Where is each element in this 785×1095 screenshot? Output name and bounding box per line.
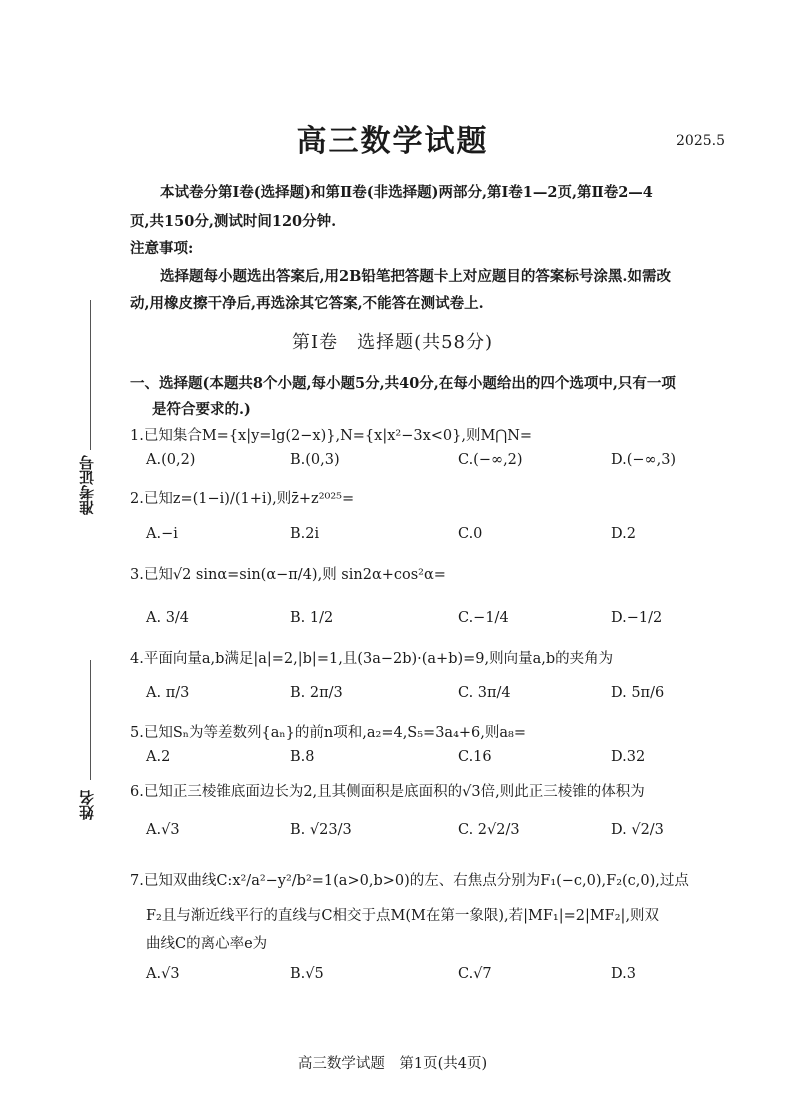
question-3-option-d: D.−1/2 [611, 610, 663, 626]
question-7-option-c: C.√7 [458, 966, 492, 982]
question-7-stem-line-3: 曲线C的离心率e为 [146, 936, 268, 952]
question-6-option-d: D. √2/3 [611, 822, 664, 838]
question-7-stem: 7.已知双曲线C:x²/a²−y²/b²=1(a>0,b>0)的左、右焦点分别为F₁(−c,0),F₂(c,0),过点 [130, 873, 689, 889]
question-2-option-d: D.2 [611, 526, 636, 542]
page-footer: 高三数学试题 第1页(共4页) [297, 1056, 488, 1072]
question-5-option-b: B.8 [290, 749, 315, 765]
question-1-option-d: D.(−∞,3) [611, 452, 677, 468]
question-6-option-c: C. 2√2/3 [458, 822, 520, 838]
part-one-line-2: 是符合要求的.) [152, 401, 251, 418]
question-2-stem: 2.已知z=(1−i)/(1+i),则z̄+z²⁰²⁵= [130, 491, 355, 507]
question-1-stem: 1.已知集合M={x|y=lg(2−x)},N={x|x²−3x<0},则M⋂N= [130, 428, 533, 444]
question-2-option-b: B.2i [290, 526, 320, 542]
question-4-option-b: B. 2π/3 [290, 685, 343, 701]
notice-line-2: 动,用橡皮擦干净后,再选涂其它答案,不能答在测试卷上. [130, 295, 484, 312]
question-6-option-b: B. √23/3 [290, 822, 352, 838]
question-5-stem: 5.已知Sₙ为等差数列{aₙ}的前n项和,a₂=4,S₅=3a₄+6,则a₈= [130, 725, 526, 741]
question-4-stem: 4.平面向量a,b满足|a|=2,|b|=1,且(3a−2b)·(a+b)=9,则向量a,b的夹角为 [130, 651, 614, 667]
name-label: 姓名 [78, 790, 96, 820]
question-7-option-b: B.√5 [290, 966, 324, 982]
question-5-option-c: C.16 [458, 749, 492, 765]
question-1-option-a: A.(0,2) [146, 452, 196, 468]
question-1-option-b: B.(0,3) [290, 452, 340, 468]
question-6-option-a: A.√3 [146, 822, 180, 838]
question-4-option-c: C. 3π/4 [458, 685, 511, 701]
question-3-stem: 3.已知√2 sinα=sin(α−π/4),则 sin2α+cos²α= [130, 567, 446, 583]
question-3-option-a: A. 3/4 [146, 610, 190, 626]
notice-line-1: 选择题每小题选出答案后,用2B铅笔把答题卡上对应题目的答案标号涂黑.如需改 [160, 268, 671, 285]
question-2-option-a: A.−i [146, 526, 178, 542]
sidebar-divider-top [90, 300, 91, 450]
exam-date: 2025.5 [676, 133, 725, 149]
question-5-option-d: D.32 [611, 749, 646, 765]
question-7-option-a: A.√3 [146, 966, 180, 982]
question-7-option-d: D.3 [611, 966, 636, 982]
question-6-stem: 6.已知正三棱锥底面边长为2,且其侧面积是底面积的√3倍,则此正三棱锥的体积为 [130, 784, 645, 800]
question-7-stem-line-2: F₂且与渐近线平行的直线与C相交于点M(M在第一象限),若|MF₁|=2|MF₂|,则双 [146, 908, 660, 924]
intro-line-2: 页,共150分,测试时间120分钟. [130, 213, 337, 230]
question-4-option-d: D. 5π/6 [611, 685, 665, 701]
question-3-option-b: B. 1/2 [290, 610, 334, 626]
question-4-option-a: A. π/3 [146, 685, 190, 701]
question-3-option-c: C.−1/4 [458, 610, 509, 626]
part-one-line-1: 一、选择题(本题共8个小题,每小题5分,共40分,在每小题给出的四个选项中,只有一项 [130, 375, 676, 392]
exam-id-line [90, 660, 91, 780]
section-title: 第Ⅰ卷 选择题(共58分) [291, 332, 494, 353]
intro-line-1: 本试卷分第Ⅰ卷(选择题)和第Ⅱ卷(非选择题)两部分,第Ⅰ卷1—2页,第Ⅱ卷2—4 [160, 184, 653, 201]
question-2-option-c: C.0 [458, 526, 483, 542]
page-title: 高三数学试题 [296, 124, 489, 159]
exam-id-label: 准考证号 [78, 455, 96, 515]
question-5-option-a: A.2 [146, 749, 171, 765]
notice-label: 注意事项: [130, 240, 194, 257]
question-1-option-c: C.(−∞,2) [458, 452, 523, 468]
